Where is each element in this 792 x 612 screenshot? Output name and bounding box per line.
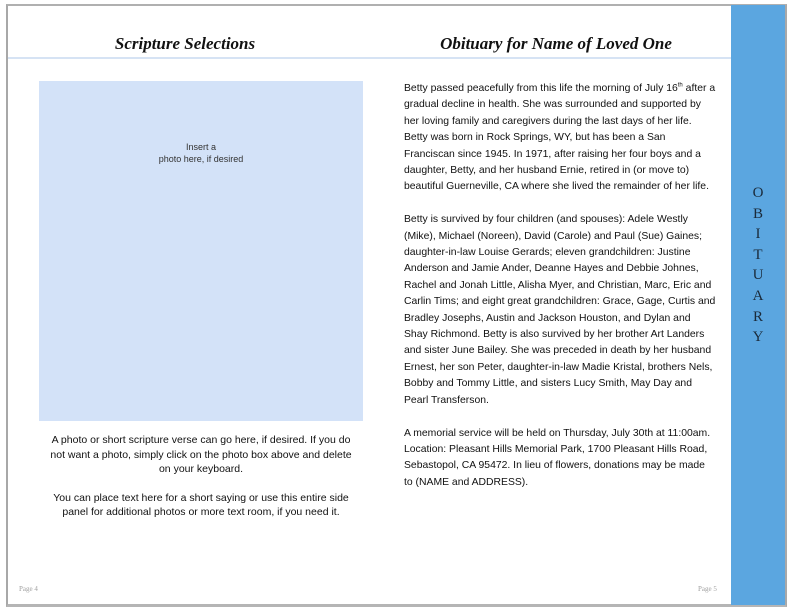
page-number-left: Page 4 (19, 585, 38, 593)
side-note-textbox[interactable] (50, 433, 352, 534)
banner-letter: R (752, 308, 763, 325)
p1-text-a: Betty passed peacefully from this life the morning of July 16 (404, 83, 678, 94)
scripture-heading[interactable]: Scripture Selections (114, 34, 256, 53)
banner-letter: T (753, 246, 763, 263)
obituary-paragraph-2[interactable]: Betty is survived by four children (and spouses): Adele Westly (Mike), Michael (Noreen), David (Carole) and Paul (Sue) Gaines; daughter-in-law Louise Gerards; eleven grandchildren: Justine Anderson and Jamie Ander, Deanne Hayes and Debbie Johnes, Rachel and Jonah Little, Alisha Myer, and Christian, Marc, Eric and Carlin Tims; and eight great grandchildren: Grace, Gage, Curtis and Bradley Josephs, Austin and Jackson Houston, and Dylan and Shay Richmond. Betty is also survived by her brother Art Landers and sister June Bailey. She was preceded in death by her husband Ernest, her son Peter, daughter-in-law Madie Kristal, brothers Nels, Bobby and Tommy Little, and sisters Lucy Smith, May Day and Pearl Transferson. (404, 214, 716, 406)
banner-letter: I (755, 226, 761, 243)
banner-letter: B (752, 205, 763, 222)
page-number-right: Page 5 (698, 585, 717, 593)
banner-letter: Y (752, 329, 764, 346)
obituary-textbox[interactable] (404, 81, 716, 508)
p1-superscript: th (677, 82, 683, 89)
obituary-side-banner (731, 5, 785, 605)
banner-letter: O (752, 185, 764, 201)
photo-hint-line2: photo here, if desired (158, 154, 244, 164)
banner-letter: A (752, 287, 764, 304)
obituary-paragraph-1[interactable] (404, 81, 716, 196)
vertical-banner-text[interactable] (731, 183, 785, 348)
photo-placeholder-hint (39, 141, 363, 165)
p1-text-b: after a gradual decline in health. She was surrounded and supported by her loving family and caregivers during the last days of her life. Betty was born in Rock Springs, WY, but has been a San Franciscan since 1945. In 1971, after raising her four boys and a daughter, Betty, and her husband Ernie, retired in (or move to) beautiful Guerneville, CA where she lived the remainder of her life. (404, 83, 716, 193)
photo-placeholder-box[interactable] (39, 81, 363, 421)
obituary-heading[interactable]: Obituary for Name of Loved One (440, 34, 672, 53)
side-note-paragraph-1[interactable]: A photo or short scripture verse can go here, if desired. If you do not want a photo, simply click on the photo box above and delete on your keyboard. (50, 434, 352, 475)
banner-letter: U (752, 267, 764, 284)
side-note-paragraph-2[interactable]: You can place text here for a short saying or use this entire side panel for additional photos or more text room, if you need it. (53, 491, 349, 518)
photo-hint-line1: Insert a (185, 142, 216, 152)
heading-rule (8, 57, 731, 59)
obituary-paragraph-3[interactable]: A memorial service will be held on Thursday, July 30th at 11:00am. Location: Pleasant Hills Memorial Park, 1700 Pleasant Hills Road, Sebastopol, CA 95472. In lieu of flowers, donations may be made to (NAME and ADDRESS). (404, 427, 711, 488)
